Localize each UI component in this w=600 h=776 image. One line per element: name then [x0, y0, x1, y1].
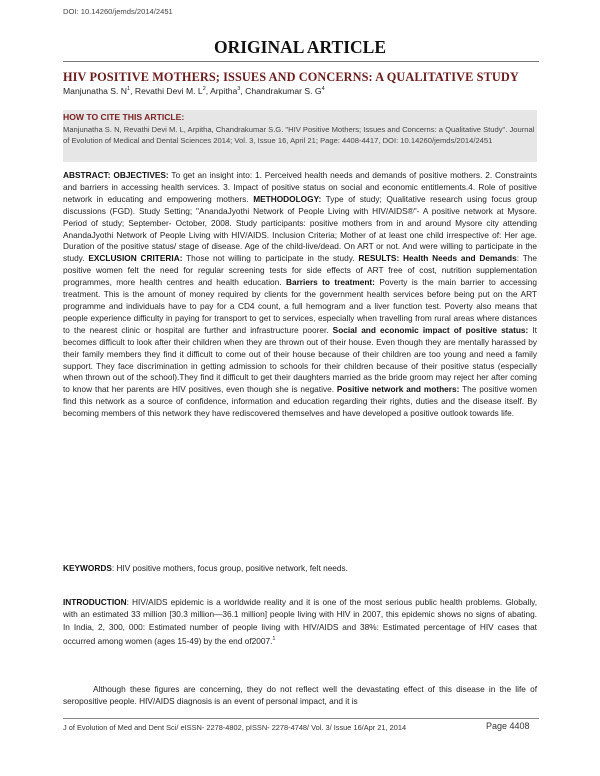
social-impact-text: It becomes difficult to look after their children when they are thrown out of their house. Even though they are mentally harassed by their family members they find it difficult to come out of their house because of their children are too young and need a family support. They face discrimination in getting admission to schools for their children because of their positive status (especially when thrown out of the school).They find it difficult to get their daughters married as the bride groom may reject her after coming to know that her parents are HIV positives, even though she is negative.: [63, 324, 537, 395]
barriers-text: Poverty is the main barrier to accessing treatment. This is the amount of money required by clients for the government health services before being put on the ART programme and individuals have to pay for a CD4 count, a full hemogram and a liver function test. Poverty also means that people experience difficulty in paying for transport to get to services, especially when travelling from rural areas where distances to the nearest clinic or hospital are further and infrastructure poorer.: [63, 277, 538, 335]
methodology-text: Type of study; Qualitative research using focus group discussions (FGD). Study Setting; "AnandaJyothi Network of People Living with HIV/AIDS®"- A positive network at Mysore. Period of study; September- October, 2008. Study participants: positive mothers from in and around Mysore city attending AnandaJyothi Network of People Living with HIV/AIDS. Inclusion Criteria; Mother of at least one child irrespective of: Her age. Duration of the positive status/ stage of disease. Age of the child-live/dead. On ART or not. And were willing to participate in the study.: [63, 193, 538, 264]
network-label: Positive network and mothers:: [336, 384, 460, 395]
author-list: [63, 86, 325, 96]
keywords-text: : HIV positive mothers, focus group, positive network, felt needs.: [111, 563, 348, 573]
author-name: Manjunatha S. N: [63, 86, 128, 96]
keywords-section: [63, 563, 537, 575]
citation-text: Manjunatha S. N, Revathi Devi M. L, Arpitha, Chandrakumar S.G. "HIV Positive Mothers; Issues and Concerns: a Qualitative Study". Journal of Evolution of Medical and Dental Sciences 2014; Vol. 3, Issue 16, April 21; Page: 4408-4417, DOI: 10.14260/jemds/2014/2451: [63, 125, 535, 145]
network-text: The positive women find this network as a source of confidence, information and education regarding their rights, duties and the disease itself. By becoming members of this network they have rediscovered themselves and have developed a positive outlook towards life.: [63, 384, 538, 419]
author-affiliation: 2: [202, 86, 206, 93]
abstract-section: [63, 170, 537, 420]
methodology-label: METHODOLOGY:: [253, 193, 322, 204]
author-affiliation: 4: [321, 86, 325, 93]
footer-divider: [63, 718, 539, 719]
reference-marker: 1: [272, 636, 276, 643]
introduction-paragraph: [63, 596, 537, 647]
exclusion-text: Those not willing to participate in the study.: [182, 253, 359, 264]
abstract-label: ABSTRACT:: [63, 170, 111, 180]
objectives-text: To get an insight into: 1. Perceived health needs and demands of positive mothers. 2. Constraints and barriers in accessing health services. 3. Impact of positive status on social and economic entitlements.4. Role of positive network in educating and empowering mothers.: [63, 170, 537, 204]
citation-heading: HOW TO CITE THIS ARTICLE:: [63, 112, 185, 122]
keywords-label: KEYWORDS: [63, 563, 112, 573]
introduction-label: INTRODUCTION: [63, 597, 127, 607]
introduction-text: : HIV/AIDS epidemic is a worldwide reality and it is one of the most serious public health problems. Globally, with an estimated 33 million [30.3 million—36.1 million] people living with HIV in 2007, this epidemic shows no signs of abating. In India, 2, 300, 000: Estimated number of people living with HIV/AIDS and 38%: Estimated percentage of HIV cases that occurred among women (ages 15-49) by the end of2007.: [63, 597, 537, 646]
author-affiliation: 1: [127, 86, 131, 93]
header-divider: [63, 61, 539, 62]
introduction-paragraph-2: Although these figures are concerning, they do not reflect well the devastating effect of this disease in the life of seropositive people. HIV/AIDS diagnosis is an event of personal impact, and it is: [63, 684, 537, 707]
results-text: : The positive women felt the need for regular screening tests for side effects of ART free of cost, nutrition supplementation programmes, more health centres and health education.: [63, 253, 537, 288]
journal-footer: J of Evolution of Med and Dent Sci/ eISSN- 2278-4802, pISSN- 2278-4748/ Vol. 3/ Issue 16/Apr 21, 2014: [63, 723, 407, 732]
barriers-label: Barriers to treatment:: [285, 277, 375, 288]
author-name: Chandrakumar S. G: [245, 86, 322, 96]
social-impact-label: Social and economic impact of positive status:: [332, 324, 529, 335]
results-label: RESULTS: Health Needs and Demands: [358, 253, 517, 264]
objectives-label: OBJECTIVES:: [113, 170, 169, 180]
page-number: Page 4408: [486, 721, 530, 731]
author-separator: ,: [130, 86, 135, 96]
paper-title: HIV POSITIVE MOTHERS; ISSUES AND CONCERNS: A QUALITATIVE STUDY: [63, 70, 519, 84]
author-affiliation: 3: [237, 86, 241, 93]
author-separator: ,: [240, 86, 246, 96]
exclusion-label: EXCLUSION CRITERIA:: [88, 253, 183, 264]
author-name: Arpitha: [210, 86, 238, 96]
author-name: Revathi Devi M. L: [134, 86, 203, 96]
article-type-heading: ORIGINAL ARTICLE: [213, 37, 386, 57]
doi-label: DOI: 10.14260/jemds/2014/2451: [63, 7, 173, 16]
author-separator: ,: [205, 86, 211, 96]
